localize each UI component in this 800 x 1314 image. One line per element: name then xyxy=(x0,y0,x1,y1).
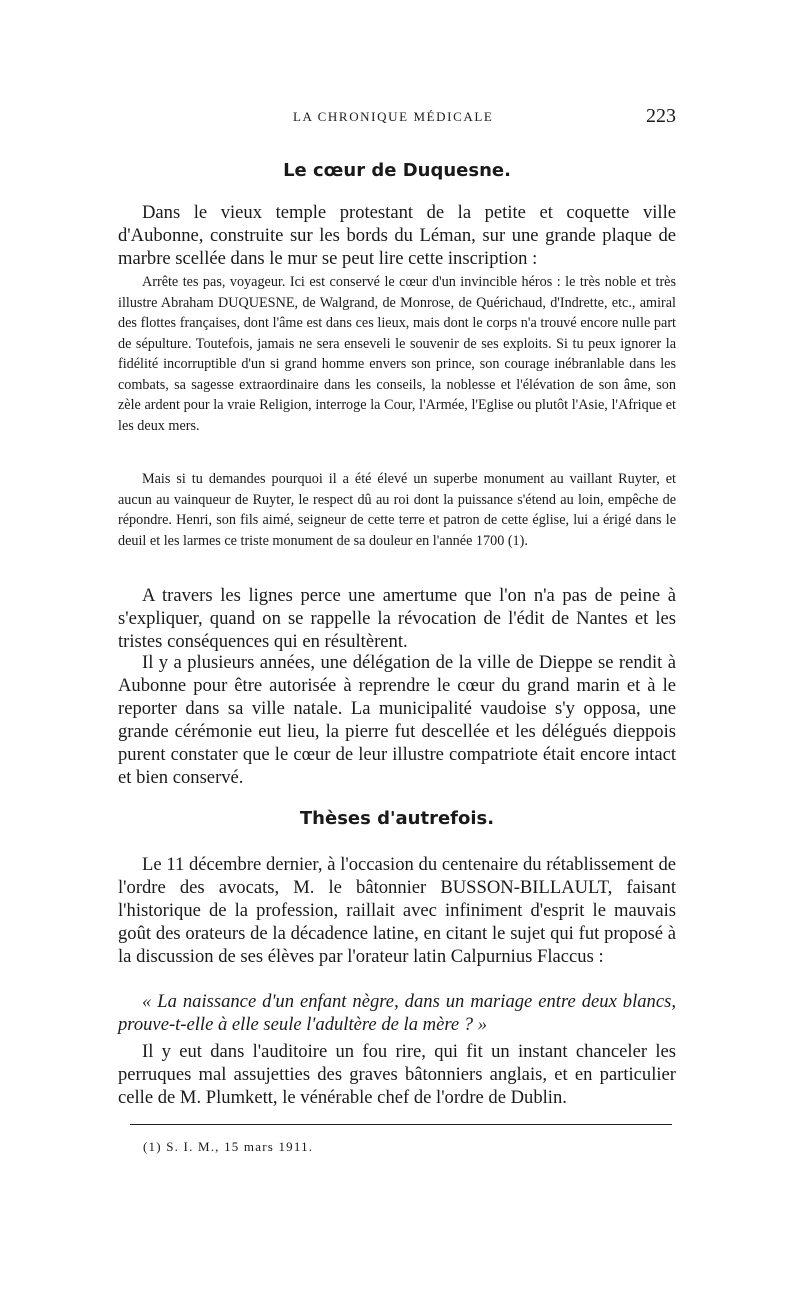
body-paragraph-1: A travers les lignes perce une amertume que l'on n'a pas de peine à s'expliquer, quand on se rappelle la révocation de l'édit de Nantes et les tristes conséquences qui en résultèrent. xyxy=(118,585,676,652)
footnote: (1) S. I. M., 15 mars 1911. xyxy=(143,1139,314,1154)
running-title: LA CHRONIQUE MÉDICALE xyxy=(293,109,494,124)
running-head xyxy=(118,107,676,129)
page-number: 223 xyxy=(646,105,676,127)
intro-paragraph: Dans le vieux temple protestant de la petite et coquette ville d'Aubonne, construite sur les bords du Léman, sur une grande plaque de marbre scellée dans le mur se peut lire cette inscription : xyxy=(118,202,676,269)
inscription-paragraph-2: Mais si tu demandes pourquoi il a été élevé un superbe monument au vaillant Ruyter, et aucun au vainqueur de Ruyter, le respect dû au roi dont la puissance s'étend au loin, empêche de répondre. Henri, son fils aimé, seigneur de cette terre et patron de cette église, lui a érigé dans le deuil et les larmes ce triste monument de sa douleur en l'année 1700 (1). xyxy=(118,471,676,549)
theses-paragraph-2: Il y eut dans l'auditoire un fou rire, qui fit un instant chanceler les perruques mal assujetties des graves bâtonniers anglais, et en particulier celle de M. Plumkett, le vénérable chef de l'ordre de Dublin. xyxy=(118,1041,676,1108)
footnote-rule xyxy=(130,1124,672,1125)
article-title-duquesne: Le cœur de Duquesne. xyxy=(283,160,511,181)
article-title-theses: Thèses d'autrefois. xyxy=(299,808,495,829)
theses-paragraph-1: Le 11 décembre dernier, à l'occasion du centenaire du rétablissement de l'ordre des avocats, M. le bâtonnier BUSSON-BILLAULT, faisant l'historique de la profession, raillait avec infiniment d'esprit le mauvais goût des orateurs de la décadence latine, en citant le sujet qui fut proposé à la discussion de ses élèves par l'orateur latin Calpurnius Flaccus : xyxy=(118,854,676,967)
body-paragraph-2: Il y a plusieurs années, une délégation de la ville de Dieppe se rendit à Aubonne pour être autorisée à reprendre le cœur du grand marin et à le reporter dans sa ville natale. La municipalité vaudoise s'y opposa, une grande cérémonie eut lieu, la pierre fut descellée et les délégués dieppois purent constater que le cœur de leur illustre compatriote était encore intact et bien conservé. xyxy=(118,652,676,788)
inscription-paragraph-1: Arrête tes pas, voyageur. Ici est conservé le cœur d'un invincible héros : le très noble et très illustre Abraham DUQUESNE, de Walgrand, de Monrose, de Quérichaud, d'Indrette, etc., amiral des flottes françaises, dont l'âme est dans ces lieux, mais dont le corps n'a trouvé encore nulle part de sépulture. Toutefois, jamais ne sera enseveli le souvenir de ses exploits. Si tu peux ignorer la fidélité incorruptible d'un si grand homme envers son prince, son courage inébranlable dans les combats, sa sagesse extraordinaire dans les conseils, la noblesse et l'élévation de son âme, son zèle ardent pour la vraie Religion, interroge la Cour, l'Armée, l'Eglise ou plutôt l'Asie, l'Afrique et les deux mers. xyxy=(118,274,676,434)
quote-paragraph: « La naissance d'un enfant nègre, dans un mariage entre deux blancs, prouve-t-elle à elle seule l'adultère de la mère ? » xyxy=(118,991,676,1035)
